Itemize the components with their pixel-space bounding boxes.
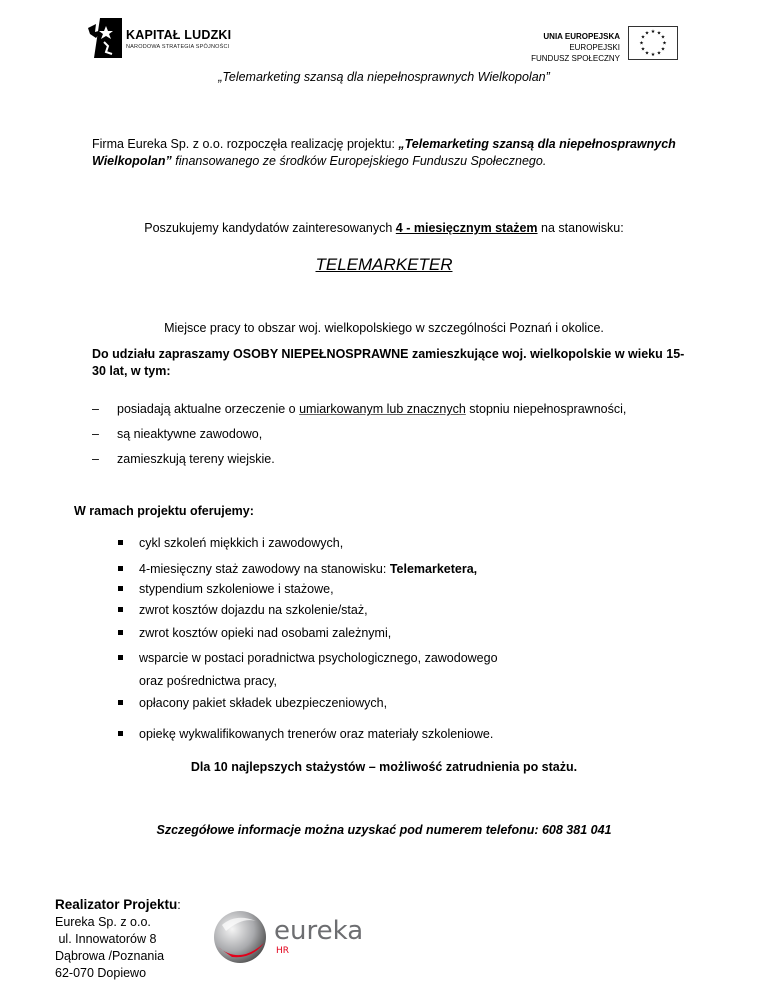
realizator-line1: Eureka Sp. z o.o.: [55, 915, 151, 929]
offer-item-7: opłacony pakiet składek ubezpieczeniowych,: [139, 696, 388, 710]
realizator-line4: 62-070 Dopiewo: [55, 966, 147, 980]
intro-part1: Firma Eureka Sp. z o.o. rozpoczęła realizację projektu:: [92, 137, 399, 151]
realizator-colon: :: [177, 898, 181, 912]
svg-text:★: ★: [656, 30, 662, 37]
offer-item-6-line1: wsparcie w postaci poradnictwa psychologicznego, zawodowego: [139, 651, 498, 665]
realizator-label: Realizator Projektu: [55, 897, 178, 912]
criterion-1-underlined: umiarkowanym lub znacznych: [299, 402, 466, 416]
square-bullet: [118, 540, 123, 545]
realizator-line3: Dąbrowa /Poznania: [55, 949, 165, 963]
kl-title: KAPITAŁ LUDZKI: [126, 28, 232, 42]
ue-line2: EUROPEJSKI: [569, 43, 620, 52]
best-interns-note: Dla 10 najlepszych stażystów – możliwość zatrudnienia po stażu.: [190, 760, 578, 774]
contact-info: Szczegółowe informacje można uzyskać pod numerem telefonu: 608 381 041: [156, 823, 612, 837]
kapital-ludzki-logo: [86, 18, 246, 64]
kapital-ludzki-emblem-icon: [86, 18, 122, 58]
offer-item-6-line2: oraz pośrednictwa pracy,: [139, 674, 278, 688]
intro-paragraph: [92, 136, 692, 170]
criterion-2: są nieaktywne zawodowo,: [117, 427, 263, 441]
seek-part2: na stanowisku:: [537, 221, 624, 235]
svg-text:★: ★: [644, 50, 650, 57]
job-title: TELEMARKETER: [315, 255, 453, 274]
svg-text:★: ★: [660, 34, 666, 41]
square-bullet: [118, 630, 123, 635]
eureka-word: eureka: [274, 916, 364, 946]
ue-title: UNIA EUROPEJSKA: [543, 32, 620, 41]
offer-item-4: zwrot kosztów dojazdu na szkolenie/staż,: [139, 603, 368, 617]
square-bullet: [118, 655, 123, 660]
svg-text:★: ★: [662, 40, 667, 47]
intro-part2: finansowanego ze środków Europejskiego Funduszu Społecznego.: [171, 154, 547, 168]
dash-bullet: –: [92, 402, 99, 416]
seek-bold: 4 - miesięcznym stażem: [395, 221, 538, 235]
realizator-block: [55, 896, 181, 982]
eu-logo: [528, 24, 678, 68]
eu-flag-icon: [628, 26, 678, 60]
realizator-line2: ul. Innowatorów 8: [55, 932, 157, 946]
seek-part1: Poszukujemy kandydatów zainteresowanych: [144, 221, 396, 235]
eureka-sphere-icon: [212, 907, 392, 967]
svg-text:★: ★: [644, 30, 650, 37]
project-name: „Telemarketing szansą dla niepełnosprawnych Wielkopolan”: [218, 70, 550, 84]
svg-text:★: ★: [656, 50, 662, 57]
kl-subtitle: NARODOWA STRATEGIA SPÓJNOŚCI: [126, 44, 230, 50]
offer-heading: W ramach projektu oferujemy:: [74, 504, 254, 518]
square-bullet: [118, 607, 123, 612]
invite-paragraph: Do udziału zapraszamy OSOBY NIEPEŁNOSPRAWNE zamieszkujące woj. wielkopolskie w wieku 15-30 lat, w tym:: [92, 347, 685, 378]
svg-text:★: ★: [650, 29, 656, 35]
offer-item-2b: Telemarketera,: [389, 562, 478, 576]
dash-bullet: –: [92, 427, 99, 441]
svg-text:★: ★: [660, 46, 666, 53]
square-bullet: [118, 586, 123, 591]
svg-text:★: ★: [639, 40, 644, 47]
svg-text:★: ★: [650, 52, 656, 58]
svg-text:★: ★: [640, 34, 646, 41]
square-bullet: [118, 731, 123, 736]
square-bullet: [118, 700, 123, 705]
offer-item-8: opiekę wykwalifikowanych trenerów oraz materiały szkoleniowe.: [139, 727, 494, 741]
eureka-hr: HR: [276, 946, 290, 956]
intro-project-name: „Telemarketing szansą dla niepełnosprawnych Wielkopolan”: [92, 137, 676, 168]
criterion-1a: posiadają aktualne orzeczenie o: [117, 402, 300, 416]
criterion-3: zamieszkują tereny wiejskie.: [117, 452, 275, 466]
ue-line3: FUNDUSZ SPOŁECZNY: [531, 54, 620, 63]
eureka-hr-logo: [212, 907, 392, 967]
criterion-1b: stopniu niepełnosprawności,: [465, 402, 627, 416]
place-paragraph: Miejsce pracy to obszar woj. wielkopolskiego w szczególności Poznań i okolice.: [164, 321, 604, 335]
svg-text:★: ★: [640, 46, 646, 53]
offer-item-1: cykl szkoleń miękkich i zawodowych,: [139, 536, 344, 550]
offer-item-2a: 4-miesięczny staż zawodowy na stanowisku:: [139, 562, 390, 576]
seek-paragraph: [0, 220, 768, 237]
offer-item-5: zwrot kosztów opieki nad osobami zależnymi,: [139, 626, 392, 640]
square-bullet: [118, 566, 123, 571]
offer-item-3: stypendium szkoleniowe i stażowe,: [139, 582, 334, 596]
dash-bullet: –: [92, 452, 99, 466]
